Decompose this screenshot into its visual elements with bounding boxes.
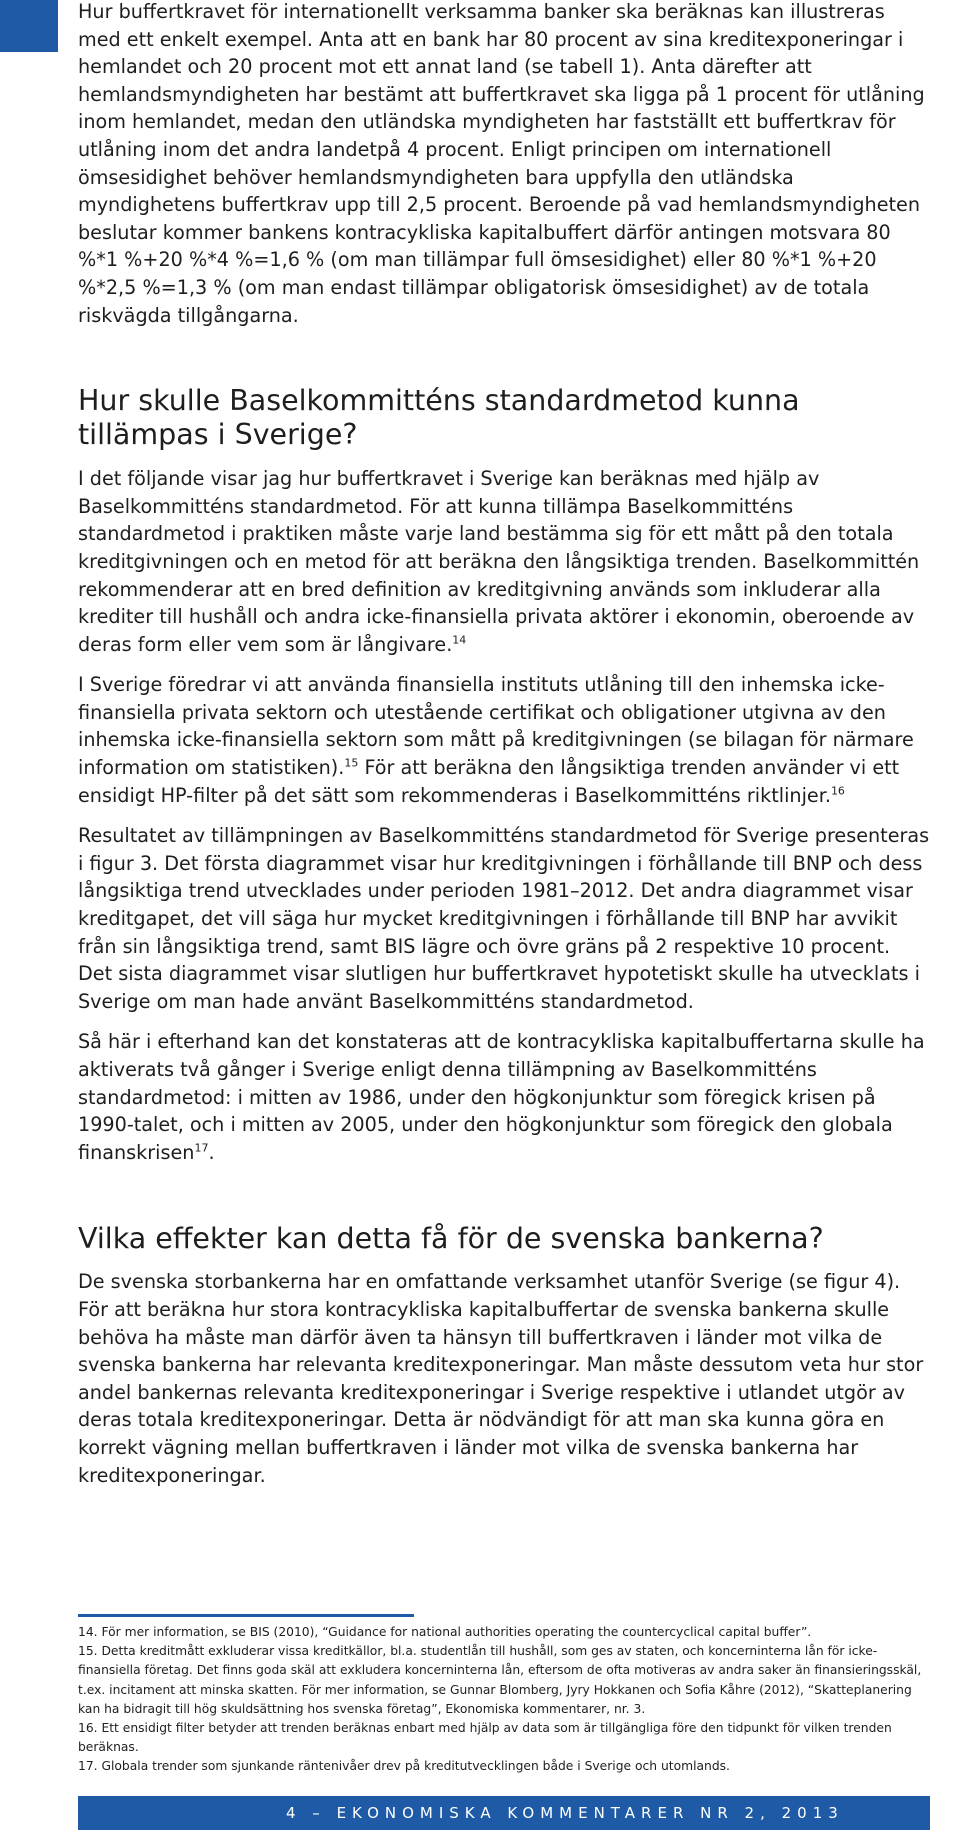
footnote-ref-14[interactable]: 14	[452, 633, 467, 647]
footnote-ref-15[interactable]: 15	[344, 756, 359, 770]
footnote-14: 14. För mer information, se BIS (2010), “Guidance for national authorities operating the countercyclical capital buffer”.	[78, 1625, 812, 1639]
footnote-16: 16. Ett ensidigt filter betyder att trenden beräknas enbart med hjälp av data som är tillgängliga före den tidpunkt för vilken trenden beräknas.	[78, 1721, 892, 1755]
footnote-15: 15. Detta kreditmått exkluderar vissa kreditkällor, bl.a. studentlån till hushåll, som ges av staten, och koncerninterna lån för icke-finansiella företag. Det finns goda skäl att exkludera koncerninterna lån, eftersom de ofta motiveras av andra saker än finansieringsskäl, t.ex. incitament att minska skatten. För mer information, se Gunnar Blomberg, Jyry Hokkanen och Sofia Kåhre (2012), “Skatteplanering kan ha bidragit till hög skuldsättning hos svenska företag”, Ekonomiska kommentarer, nr. 3.	[78, 1644, 922, 1716]
section-heading-baselkommitten: Hur skulle Baselkommitténs standardmetod kunna tillämpas i Sverige?	[78, 384, 800, 452]
footnote-17: 17. Globala trender som sjunkande räntenivåer drev på kreditutvecklingen både i Sverige och utomlands.	[78, 1759, 730, 1774]
section1-p4-text: Så här i efterhand kan det konstateras att de kontracykliska kapitalbuffertarna skulle ha aktiverats två gånger i Sverige enligt denna tillämpning av Baselkommitténs standardmetod: i mitten av 1986, under den högkonjunktur som föregick krisen på 1990-talet, och i mitten av 2005, under den högkonjunktur som föregick den globala finanskrisen	[78, 1030, 925, 1164]
section1-p2a-text: I Sverige föredrar vi att använda finansiella instituts utlåning till den inhemska icke-finansiella privata sektorn och utestående certifikat och obligationer utgivna av den inhemska icke-finansiella sektorn som mått på kreditgivningen (se bilagan för närmare information om statistiken).	[78, 673, 914, 780]
footnotes	[78, 1623, 930, 1777]
footnote-ref-16[interactable]: 16	[830, 784, 845, 798]
section1-paragraph-4	[78, 1028, 930, 1166]
footnote-ref-17[interactable]: 17	[194, 1141, 209, 1155]
section1-paragraph-2	[78, 671, 930, 809]
footer-text: 4 – EKONOMISKA KOMMENTARER NR 2, 2013	[286, 1804, 844, 1822]
intro-paragraph: Hur buffertkravet för internationellt verksamma banker ska beräknas kan illustreras med ett enkelt exempel. Anta att en bank har 80 procent av sina kreditexponeringar i hemlandet och 20 procent mot ett annat land (se tabell 1). Anta därefter att hemlandsmyndigheten har bestämt att buffertkravet ska ligga på 1 procent för utlåning inom hemlandet, medan den utländska myndigheten har fastställt ett buffertkrav för utlåning inom det andra landetpå 4 procent. Enligt principen om internationell ömsesidighet behöver hemlandsmyndigheten bara uppfylla den utländska myndighetens buffertkrav upp till 2,5 procent. Beroende på vad hemlandsmyndigheten beslutar kommer bankens kontracykliska kapitalbuffert därför antingen motsvara 80 %*1 %+20 %*4 %=1,6 % (om man tillämpar full ömsesidighet) eller 80 %*1 %+20 %*2,5 %=1,3 % (om man endast tillämpar obligatorisk ömsesidighet) av de totala riskvägda tillgångarna.	[78, 0, 925, 327]
section-heading-effekter: Vilka effekter kan detta få för de svenska bankerna?	[78, 1222, 824, 1256]
article-body	[78, 0, 930, 1489]
section1-p2b-text: För att beräkna den långsiktiga trenden använder vi ett ensidigt HP-filter på det sätt som rekommenderas i Baselkommitténs riktlinjer.	[78, 756, 900, 807]
section1-p1-text: I det följande visar jag hur buffertkravet i Sverige kan beräknas med hjälp av Baselkommitténs standardmetod. För att kunna tillämpa Baselkommitténs standardmetod i praktiken måste varje land bestämma sig för ett mått på den totala kreditgivningen och en metod för att beräkna den långsiktiga trenden. Baselkommittén rekommenderar att en bred definition av kreditgivning används som inkluderar alla krediter till hushåll och andra icke-finansiella privata aktörer i ekonomin, oberoende av deras form eller vem som är långivare.	[78, 467, 920, 656]
section2-paragraph-1: De svenska storbankerna har en omfattande verksamhet utanför Sverige (se figur 4). För att beräkna hur stora kontracykliska kapitalbuffertar de svenska bankerna skulle behöva ha måste man därför även ta hänsyn till buffertkraven i länder mot vilka de svenska bankerna har relevanta kreditexponeringar. Man måste dessutom veta hur stor andel bankernas relevanta kreditexponeringar i Sverige respektive i utlandet utgör av deras totala kreditexponeringar. Detta är nödvändigt för att man ska kunna göra en korrekt vägning mellan buffertkraven i länder mot vilka de svenska bankerna har kreditexponeringar.	[78, 1270, 924, 1487]
section1-paragraph-1	[78, 465, 930, 658]
section1-paragraph-3: Resultatet av tillämpningen av Baselkommitténs standardmetod för Sverige presenteras i figur 3. Det första diagrammet visar hur kreditgivningen i förhållande till BNP och dess långsiktiga trend utvecklades under perioden 1981–2012. Det andra diagrammet visar kreditgapet, det vill säga hur mycket kreditgivningen i förhållande till BNP har avvikit från sin långsiktiga trend, samt BIS lägre och övre gräns på 2 respektive 10 procent. Det sista diagrammet visar slutligen hur buffertkravet hypotetiskt skulle ha utvecklats i Sverige om man hade använt Baselkommitténs standardmetod.	[78, 824, 930, 1013]
page-footer	[78, 1796, 930, 1830]
section1-p4-end: .	[208, 1140, 215, 1164]
footnote-divider	[78, 1614, 414, 1617]
corner-accent-square	[0, 0, 58, 52]
